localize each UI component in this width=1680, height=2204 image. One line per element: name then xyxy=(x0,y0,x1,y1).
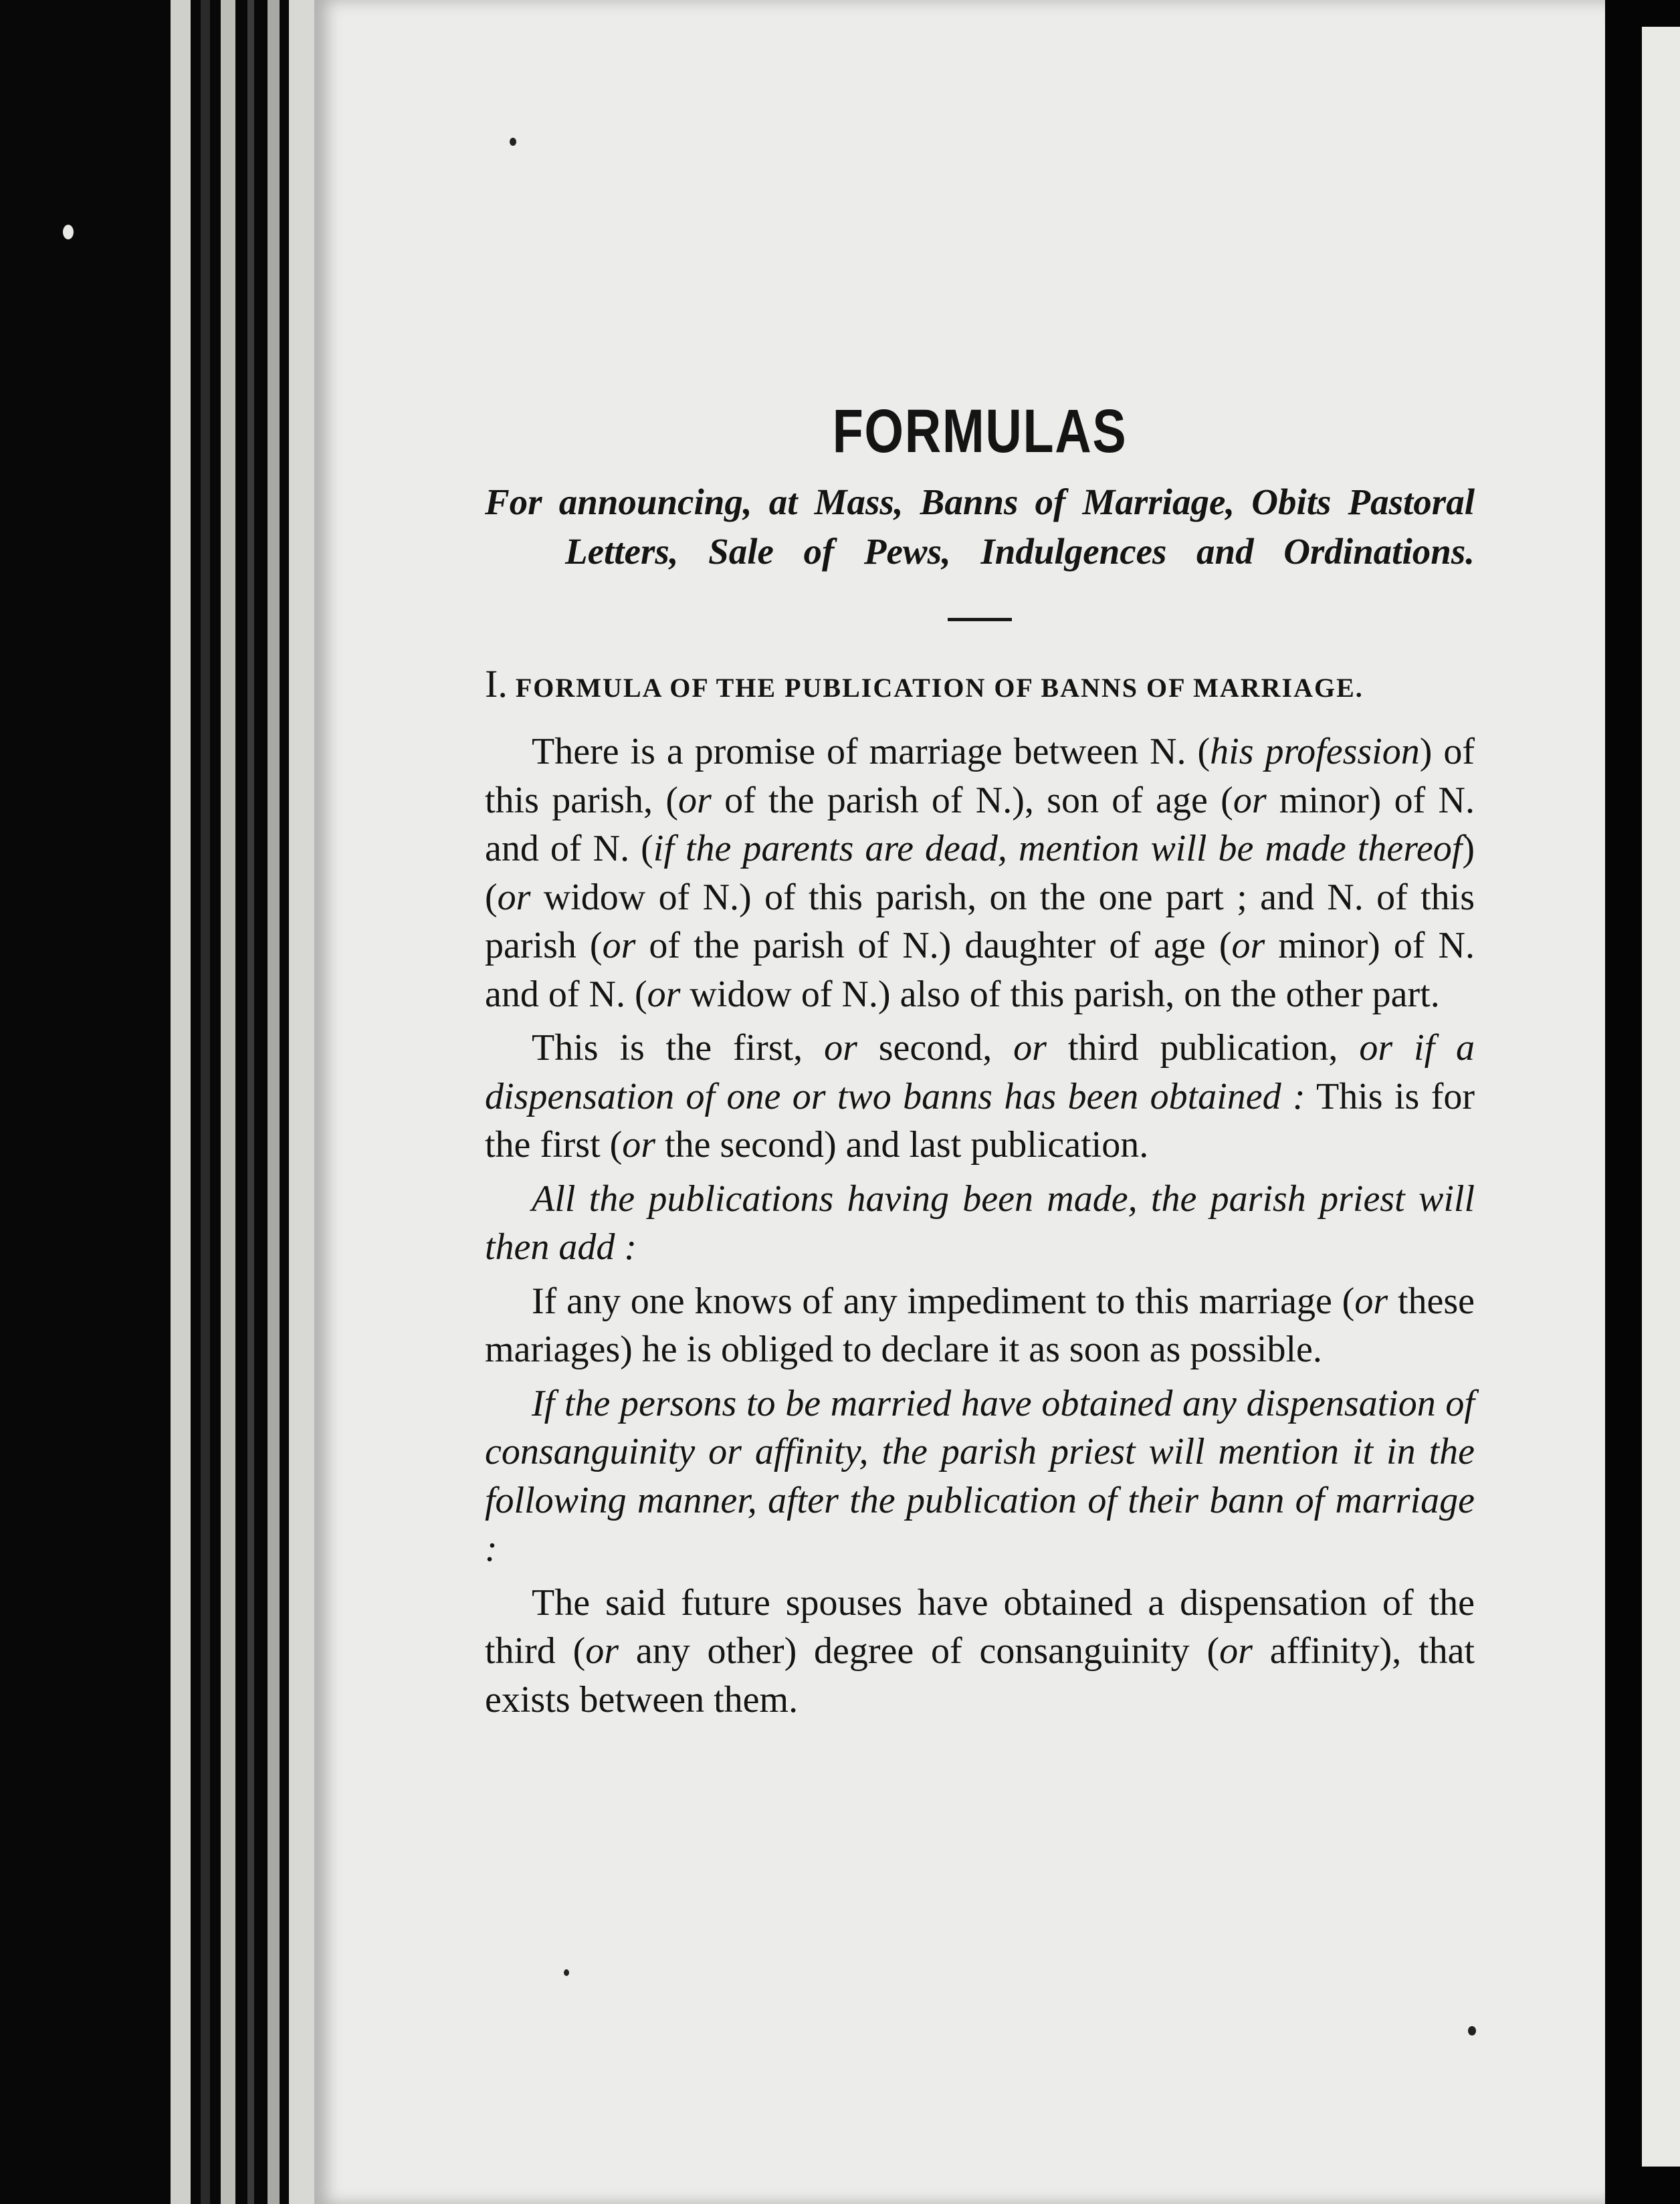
italic-run: or if a dispensation of one or two banns has been obtained : xyxy=(485,1027,1475,1117)
speck-mark xyxy=(1468,2026,1476,2035)
speck-mark xyxy=(510,138,516,146)
body-text xyxy=(485,728,1475,1724)
text-run: This is for the first ( xyxy=(485,1075,1475,1166)
italic-run: All the publications having been made, the parish priest will then add : xyxy=(485,1178,1475,1268)
body-paragraph xyxy=(485,1380,1475,1573)
italic-run: or xyxy=(1354,1280,1388,1322)
body-paragraph xyxy=(485,1024,1475,1170)
text-run: these mariages) he is obliged to declare it as soon as possible. xyxy=(485,1280,1475,1370)
text-run: affinity), that exists between them. xyxy=(485,1630,1475,1721)
page-edge-strip xyxy=(247,0,254,2204)
italic-run: or xyxy=(585,1630,619,1672)
italic-run: or xyxy=(1013,1027,1047,1069)
italic-run: or xyxy=(678,779,712,821)
text-run: of the parish of N.) daughter of age ( xyxy=(635,925,1232,966)
text-run: widow of N.) also of this parish, on the other part. xyxy=(680,973,1440,1015)
text-run: the second) and last publication. xyxy=(655,1124,1149,1166)
italic-run: his profession xyxy=(1210,731,1420,772)
book-binding-edge xyxy=(0,0,314,2204)
italic-run: If the persons to be married have obtained any dispensation of consanguinity or affinity, the parish priest will mention it in the following manner, after the publication of their bann of marriage : xyxy=(485,1382,1475,1569)
section-heading xyxy=(485,661,1475,706)
italic-run: or xyxy=(1231,925,1265,966)
body-paragraph xyxy=(485,728,1475,1018)
text-run: minor) of N. and of N. ( xyxy=(485,925,1475,1015)
title-rule xyxy=(948,618,1012,621)
body-paragraph xyxy=(485,1277,1475,1374)
text-run: third publication, xyxy=(1046,1027,1360,1069)
italic-run: or xyxy=(497,876,531,918)
text-run: any other) degree of consanguinity ( xyxy=(619,1630,1220,1672)
speck-mark xyxy=(564,1969,569,1976)
body-paragraph xyxy=(485,1579,1475,1725)
text-run: minor) of N. and of N. ( xyxy=(485,779,1475,869)
text-run: This is the first, xyxy=(532,1027,825,1069)
body-paragraph xyxy=(485,1175,1475,1272)
text-run: ) of this parish, ( xyxy=(485,731,1475,821)
page-edge-strip xyxy=(268,0,280,2204)
italic-run: if the parents are dead, mention will be made thereof xyxy=(653,828,1463,869)
page-subtitle: For announcing, at Mass, Banns of Marriage, Obits Pastoral Letters, Sale of Pews, Indulgences and Ordinations. xyxy=(485,481,1475,572)
text-run: widow of N.) of this parish, on the one part ; and N. of this parish ( xyxy=(485,876,1475,966)
text-run: There is a promise of marriage between N. ( xyxy=(532,731,1211,772)
italic-run: or xyxy=(622,1124,656,1166)
text-run: second, xyxy=(857,1027,1014,1069)
text-run: If any one knows of any impediment to this marriage ( xyxy=(532,1280,1355,1322)
text-run: of the parish of N.), son of age ( xyxy=(711,779,1233,821)
next-page-sliver xyxy=(1642,27,1680,2167)
page-edge-strip xyxy=(171,0,191,2204)
italic-run: or xyxy=(824,1027,857,1069)
section-heading-text: FORMULA OF THE PUBLICATION OF BANNS OF MARRIAGE. xyxy=(515,673,1364,703)
text-run: The said future spouses have obtained a dispensation of the third ( xyxy=(485,1581,1475,1672)
speck-mark xyxy=(63,225,74,239)
italic-run: or xyxy=(1233,779,1267,821)
page-content xyxy=(485,395,1475,1729)
text-run: ) ( xyxy=(485,828,1475,918)
page-edge-strip xyxy=(221,0,235,2204)
italic-run: or xyxy=(647,973,681,1015)
page-edge-strip xyxy=(289,0,314,2204)
page-edge-strip xyxy=(201,0,210,2204)
italic-run: or xyxy=(1219,1630,1253,1672)
italic-run: or xyxy=(602,925,636,966)
section-number: I. xyxy=(485,662,508,705)
page-title: FORMULAS xyxy=(832,397,1128,465)
